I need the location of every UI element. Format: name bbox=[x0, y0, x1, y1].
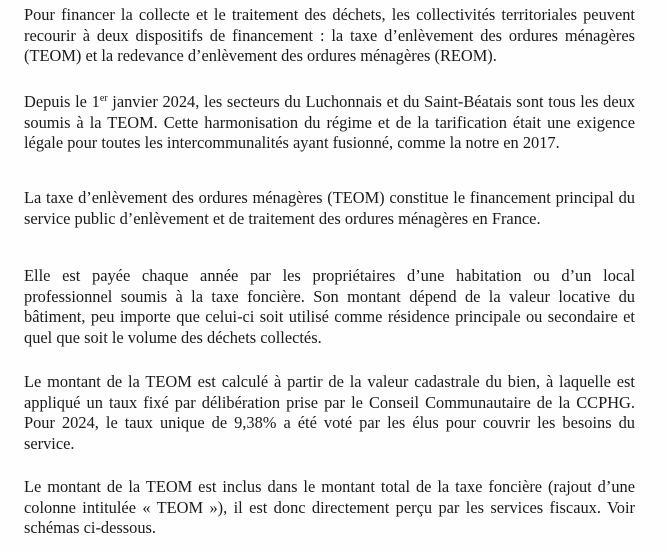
ordinal-superscript: er bbox=[99, 93, 108, 104]
paragraph-harmonisation-start: Depuis le 1 bbox=[24, 92, 100, 111]
paragraph-harmonisation-2024 bbox=[24, 92, 635, 154]
paragraph-teom-calcul: Le montant de la TEOM est calculé à partir de la valeur cadastrale du bien, à laquelle est appliqué un taux fixé par délibération prise par le Conseil Communautaire de la CCPHG. Pour 2024, le taux unique de 9,38% a été voté par les élus pour couvrir les besoins du service. bbox=[24, 372, 635, 453]
paragraph-financement-intro: Pour financer la collecte et le traitement des déchets, les collectivités territoriales peuvent recourir à deux dispositifs de financement : la taxe d’enlèvement des ordures ménagères (TEOM) et la redevance d’enlèvement des ordures ménagères (REOM). bbox=[24, 5, 635, 65]
paragraph-harmonisation-rest: janvier 2024, les secteurs du Luchonnais et du Saint-Béatais sont tous les deux soumis à la TEOM. Cette harmonisation du régime et de la tarification était une exigence légale pour toutes les intercommunalités ayant fusionné, comme la notre en 2017. bbox=[24, 92, 636, 152]
paragraph-teom-definition: La taxe d’enlèvement des ordures ménagères (TEOM) constitue le financement principal du service public d’enlèvement et de traitement des ordures ménagères en France. bbox=[24, 188, 635, 228]
paragraph-teom-perception: Le montant de la TEOM est inclus dans le montant total de la taxe foncière (rajout d’une colonne intitulée « TEOM »), il est donc directement perçu par les services fiscaux. Voir schémas ci-dessous. bbox=[24, 477, 635, 537]
paragraph-teom-payeurs: Elle est payée chaque année par les propriétaires d’une habitation ou d’un local professionnel soumis à la taxe foncière. Son montant dépend de la valeur locative du bâtiment, peu importe que celui-ci soit utilisé comme résidence principale ou secondaire et quel que soit le volume des déchets collectés. bbox=[24, 266, 635, 347]
